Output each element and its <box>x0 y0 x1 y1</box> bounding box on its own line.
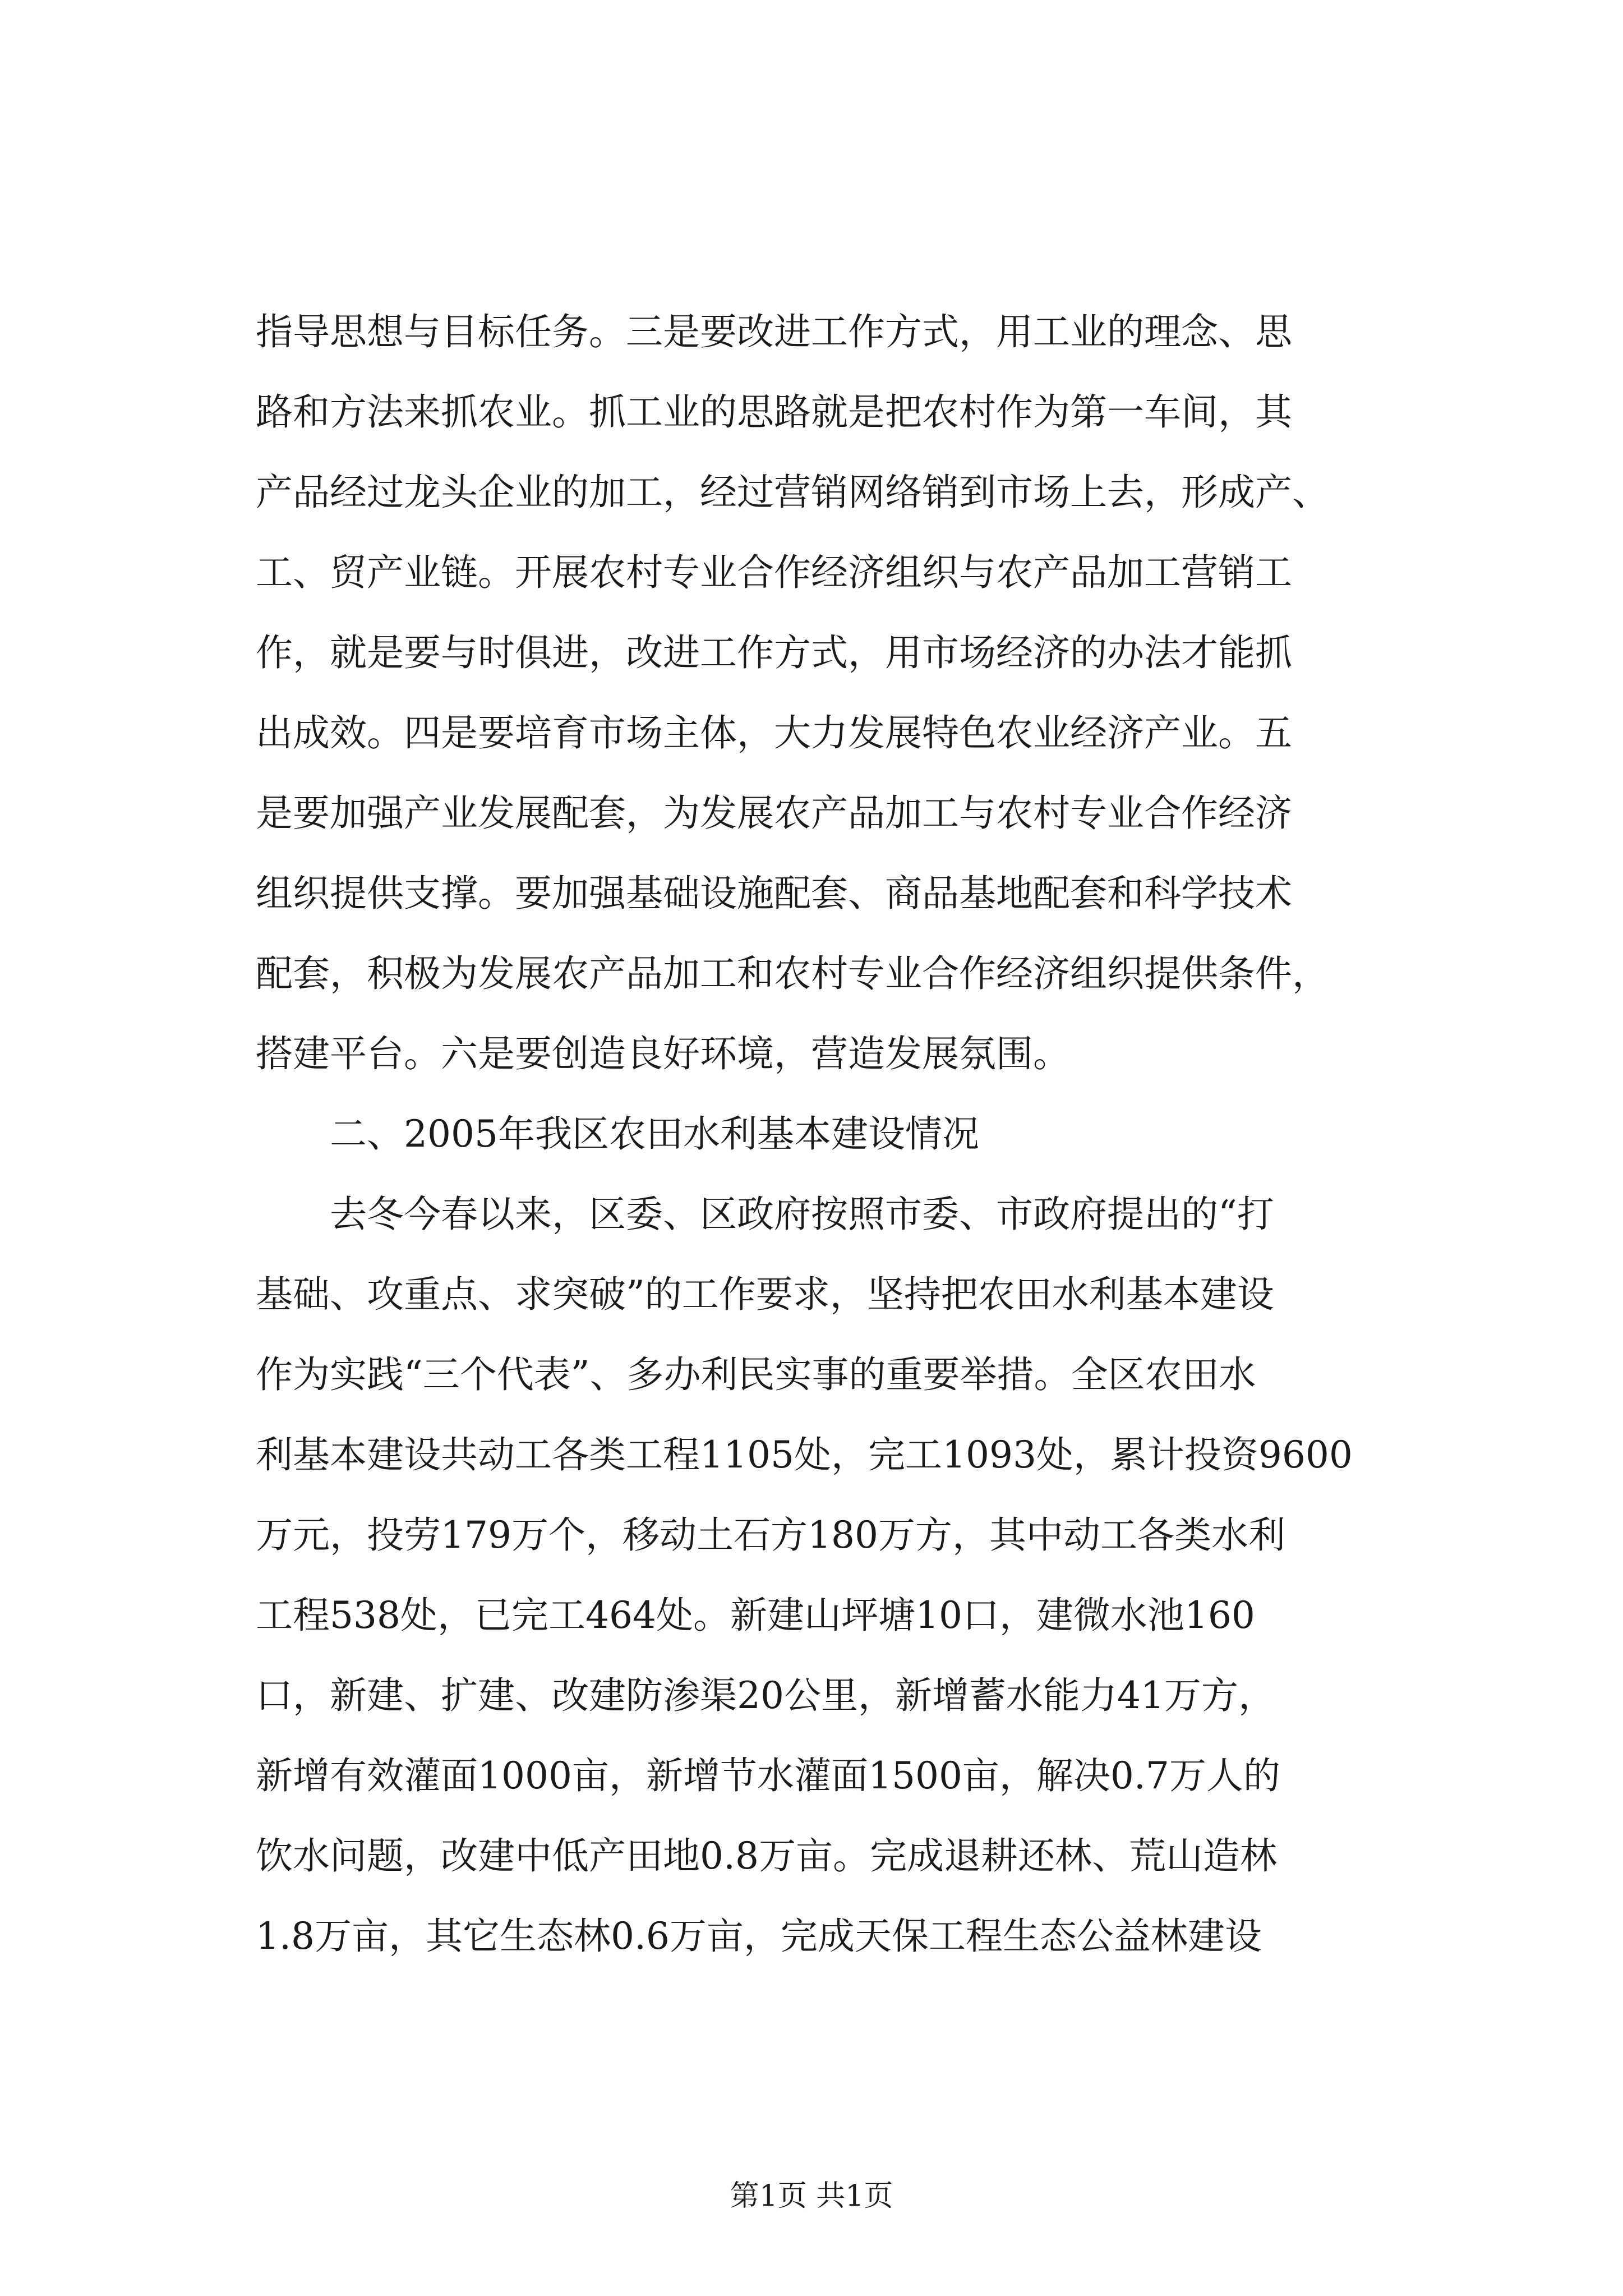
text-line: 口，新建、扩建、改建防渗渠20公里，新增蓄水能力41万方， <box>256 1674 1275 1717</box>
page-footer: 第1页 共1页 <box>730 2179 893 2213</box>
text-line: 产品经过龙头企业的加工，经过营销网络销到市场上去，形成产、 <box>256 471 1329 514</box>
text-line: 饮水问题，改建中低产田地0.8万亩。完成退耕还林、荒山造林 <box>256 1834 1277 1878</box>
text-line: 利基本建设共动工各类工程1105处，完工1093处，累计投资9600 <box>256 1433 1353 1476</box>
text-line: 去冬今春以来，区委、区政府按照市委、市政府提出的“打 <box>330 1193 1274 1236</box>
text-line: 出成效。四是要培育市场主体，大力发展特色农业经济产业。五 <box>256 711 1292 754</box>
text-line: 新增有效灌面1000亩，新增节水灌面1500亩，解决0.7万人的 <box>256 1754 1280 1797</box>
text-line: 组织提供支撑。要加强基础设施配套、商品基地配套和科学技术 <box>256 872 1292 915</box>
section-heading: 二、2005年我区农田水利基本建设情况 <box>330 1112 979 1156</box>
text-line: 指导思想与目标任务。三是要改进工作方式，用工业的理念、思 <box>256 310 1292 353</box>
text-line: 配套，积极为发展农产品加工和农村专业合作经济组织提供条件， <box>256 952 1329 995</box>
text-line: 搭建平台。六是要创造良好环境，营造发展氛围。 <box>256 1032 1070 1075</box>
text-line: 作，就是要与时俱进，改进工作方式，用市场经济的办法才能抓 <box>256 631 1292 674</box>
body-text <box>256 292 1422 1976</box>
text-line: 基础、攻重点、求突破”的工作要求，坚持把农田水利基本建设 <box>256 1273 1274 1316</box>
text-line: 万元，投劳179万个，移动土石方180万方，其中动工各类水利 <box>256 1513 1285 1557</box>
text-line: 作为实践“三个代表”、多办利民实事的重要举措。全区农田水 <box>256 1353 1256 1396</box>
text-line: 1.8万亩，其它生态林0.6万亩，完成天保工程生态公益林建设 <box>256 1915 1262 1958</box>
text-line: 路和方法来抓农业。抓工业的思路就是把农村作为第一车间，其 <box>256 390 1292 434</box>
text-line: 工、贸产业链。开展农村专业合作经济组织与农产品加工营销工 <box>256 551 1292 594</box>
text-line: 工程538处，已完工464处。新建山坪塘10口，建微水池160 <box>256 1594 1255 1637</box>
text-line: 是要加强产业发展配套，为发展农产品加工与农村专业合作经济 <box>256 792 1292 835</box>
